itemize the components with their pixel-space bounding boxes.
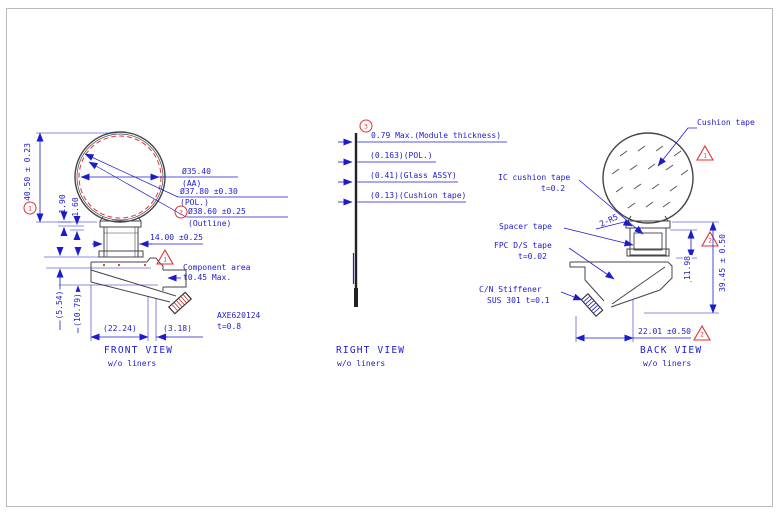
stack-module-thickness: 0.79 Max.(Module thickness) — [371, 131, 502, 140]
dim-body-width: (22.24) — [103, 324, 137, 333]
stack-cushion-tape: (0.13)(Cushion tape) — [370, 191, 467, 200]
dim-back-connector-offset: 22.01 ±0.50 — [638, 327, 691, 336]
label-cushion-tape: Cushion tape — [697, 118, 755, 127]
back-view-subtitle: w/o liners — [643, 359, 692, 368]
right-view-subtitle: w/o liners — [337, 359, 386, 368]
balloon-2-number: 2 — [179, 208, 183, 216]
label-ic-cushion-thickness: t=0.2 — [541, 184, 566, 193]
label-fpc-tape-thickness: t=0.02 — [518, 252, 547, 261]
back-fpc-connector — [581, 294, 602, 316]
balloon-1-number: 1 — [28, 204, 32, 212]
balloon-2 — [175, 206, 188, 219]
note-part-thickness: t=0.8 — [217, 322, 242, 331]
dim-ref-a-text: (5.54) — [55, 290, 64, 320]
balloon-3-number: 3 — [364, 122, 368, 130]
front-view-title: FRONT VIEW — [104, 345, 174, 356]
dim-connector-width: (3.18) — [163, 324, 192, 333]
dim-lip-a: 1.90 — [58, 194, 67, 214]
balloon-1 — [24, 202, 37, 215]
dim-back-overall-height: 39.45 ± 0.50 — [718, 234, 727, 292]
back-flag-top-number: 1 — [703, 152, 707, 160]
label-stiffener: C/N Stiffener — [479, 285, 542, 294]
label-corner-radius: 2-R5 — [598, 212, 620, 229]
stack-glass-assy: (0.41)(Glass ASSY) — [370, 171, 457, 180]
back-view-title: BACK VIEW — [640, 345, 703, 356]
label-spacer-tape: Spacer tape — [499, 222, 552, 231]
front-fpc-connector — [169, 292, 191, 313]
back-flag-bottom-number: 2 — [700, 331, 704, 339]
back-flag-mid-number: 2 — [708, 237, 712, 245]
dim-lip-b: 1.60 — [71, 197, 80, 217]
note-component-area-line2: t0.45 Max. — [183, 273, 232, 282]
stack-pol: (0.163)(POL.) — [370, 151, 433, 160]
label-stiffener-material: SUS 301 t=0.1 — [487, 296, 550, 305]
right-view-geometry — [354, 133, 357, 307]
dim-ref-a — [55, 290, 65, 321]
label-pol: (POL.) — [180, 198, 209, 207]
back-view-dimensions — [561, 128, 719, 342]
dim-neck-width: 14.00 ±0.25 — [150, 233, 203, 242]
front-view-geometry — [75, 132, 191, 314]
dim-back-neck-height — [683, 255, 693, 281]
dim-diameter-outline: Ø38.60 ±0.25 — [188, 207, 246, 216]
front-view-subtitle: w/o liners — [108, 359, 157, 368]
note-part-number: AXE620124 — [217, 311, 261, 320]
front-flag-number: 1 — [163, 256, 167, 264]
label-fpc-tape: FPC D/S tape — [494, 241, 552, 250]
dim-ref-b-text: (10.79) — [73, 293, 82, 327]
dim-diameter-aa: Ø35.40 — [182, 167, 211, 176]
note-component-area-line1: Component area — [183, 263, 251, 272]
back-view-geometry — [570, 133, 718, 340]
label-outline: (Outline) — [188, 219, 232, 228]
dim-diameter-pol: Ø37.80 ±0.30 — [180, 187, 238, 196]
label-aa: (AA) — [182, 179, 202, 188]
dim-ref-b — [73, 292, 83, 328]
dim-back-neck-height-text: 11.98 — [683, 255, 692, 281]
label-ic-cushion-tape: IC cushion tape — [498, 173, 571, 182]
right-view-title: RIGHT VIEW — [336, 345, 406, 356]
cushion-tape-hatch — [612, 146, 688, 208]
dim-overall-height: 40.50 ± 0.23 — [23, 143, 32, 201]
